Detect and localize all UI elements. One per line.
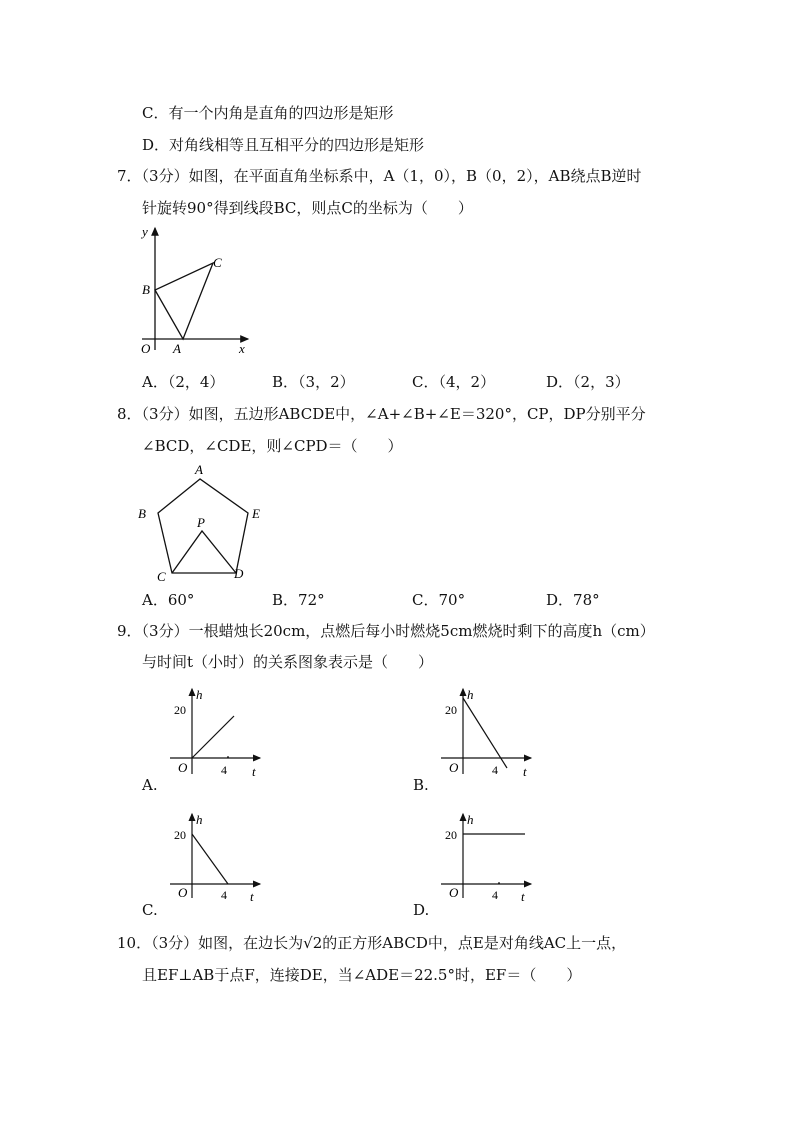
q7-label-b: B	[142, 282, 150, 297]
q8-option-b: B．72°	[272, 591, 325, 609]
q10-stem-line1: 10．（3分）如图，在边长为√2的正方形ABCD中，点E是对角线AC上一点，	[117, 934, 627, 952]
q8-stem-line2: ∠BCD，∠CDE，则∠CPD＝（ ）	[142, 437, 403, 455]
q9b-label-o: O	[449, 760, 459, 775]
q8-label-p: P	[197, 515, 205, 530]
q9-graph-b	[437, 686, 541, 778]
q9c-label-20: 20	[174, 828, 186, 842]
q9a-tick-dot	[227, 756, 229, 758]
q10-stem-line2: 且EF⊥AB于点F，连接DE，当∠ADE＝22.5°时，EF＝（ ）	[142, 966, 582, 984]
q9d-label-20: 20	[445, 828, 457, 842]
q9d-label-4: 4	[492, 888, 498, 902]
q9-stem-line1: 9．（3分）一根蜡烛长20cm，点燃后每小时燃烧5cm燃烧时剩下的高度h（cm）	[117, 622, 655, 640]
q6-option-d: D．对角线相等且互相平分的四边形是矩形	[142, 136, 425, 154]
q9c-label-h: h	[196, 812, 203, 827]
q9-option-a: A.	[142, 776, 158, 794]
q7-label-a: A	[173, 341, 181, 356]
q9c-line	[192, 834, 228, 884]
q8-label-e: E	[252, 506, 260, 521]
q9c-label-o: O	[178, 885, 188, 900]
q7-option-c: C．（4，2）	[412, 373, 496, 391]
q9-option-c: C.	[142, 901, 158, 919]
q9a-label-o: O	[178, 760, 188, 775]
q7-option-d: D．（2，3）	[546, 373, 630, 391]
q9a-label-t: t	[252, 764, 256, 778]
q7-option-a: A．（2，4）	[142, 373, 225, 391]
q9-graph-d	[437, 810, 541, 902]
q9a-line	[192, 716, 234, 758]
q9b-label-h: h	[467, 687, 474, 702]
q9d-tick-dot	[498, 882, 500, 884]
q8-option-c: C．70°	[412, 591, 466, 609]
q8-label-c: C	[157, 569, 166, 584]
q8-option-a: A．60°	[142, 591, 195, 609]
q9-graph-a	[166, 686, 270, 778]
q7-stem-line2: 针旋转90°得到线段BC，则点C的坐标为（ ）	[142, 199, 473, 217]
q9a-label-h: h	[196, 687, 203, 702]
q7-label-y: y	[142, 224, 148, 239]
q9d-label-h: h	[467, 812, 474, 827]
q7-option-b: B．（3，2）	[272, 373, 355, 391]
q7-stem-line1: 7．（3分）如图，在平面直角坐标系中，A（1，0），B（0，2），AB绕点B逆时	[117, 167, 642, 185]
q9b-label-20: 20	[445, 703, 457, 717]
q7-triangle-abc	[155, 263, 213, 339]
q7-label-x: x	[239, 341, 245, 356]
q8-label-a: A	[195, 462, 203, 477]
q9-stem-line2: 与时间t（小时）的关系图象表示是（ ）	[142, 653, 434, 671]
q9d-label-o: O	[449, 885, 459, 900]
q7-figure	[136, 222, 260, 358]
q8-label-d: D	[234, 566, 244, 581]
q9-option-d: D.	[413, 901, 430, 919]
q8-figure	[134, 459, 274, 585]
q8-angle-cpd	[172, 531, 236, 573]
q9b-label-4: 4	[492, 763, 498, 777]
q9-graph-c	[166, 810, 270, 902]
q9d-label-t: t	[521, 889, 525, 902]
q6-option-c: C．有一个内角是直角的四边形是矩形	[142, 104, 394, 122]
q9b-label-t: t	[523, 764, 527, 778]
q9c-label-4: 4	[221, 888, 227, 902]
q7-label-c: C	[213, 255, 222, 270]
q8-label-b: B	[138, 506, 146, 521]
q7-label-o: O	[141, 341, 151, 356]
q9c-label-t: t	[250, 889, 254, 902]
q8-stem-line1: 8．（3分）如图，五边形ABCDE中，∠A+∠B+∠E＝320°，CP，DP分别平分	[117, 405, 646, 423]
q8-option-d: D．78°	[546, 591, 600, 609]
q9a-label-20: 20	[174, 703, 186, 717]
q9-option-b: B.	[413, 776, 429, 794]
q9a-label-4: 4	[221, 763, 227, 777]
